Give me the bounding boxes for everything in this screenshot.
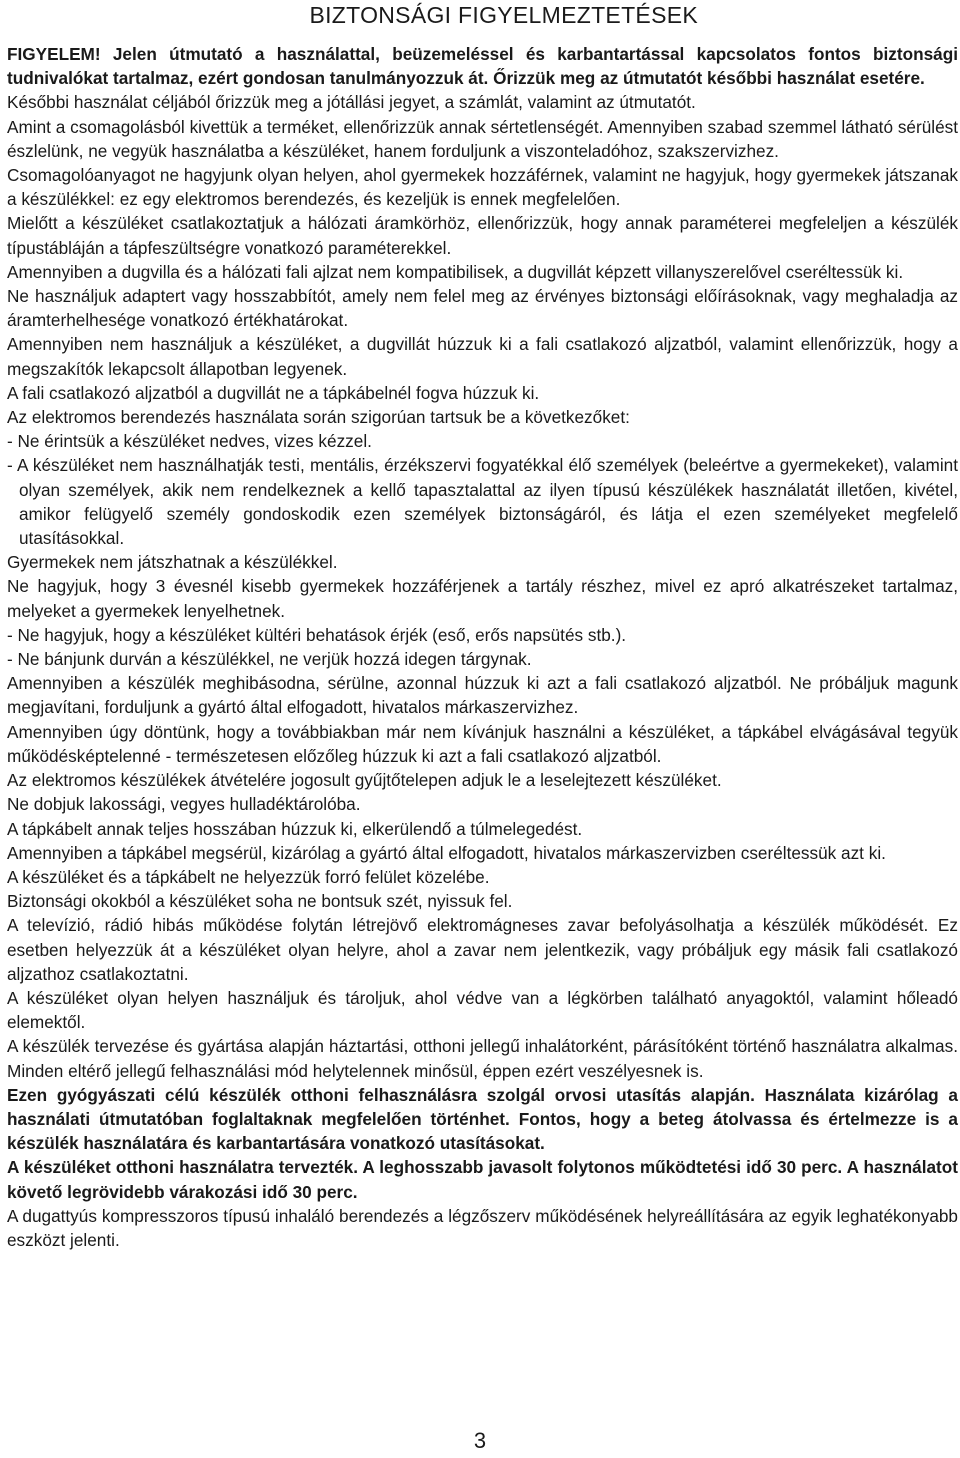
paragraph: A fali csatlakozó aljzatból a dugvillát ne a tápkábelnél fogva húzzuk ki. — [7, 382, 540, 403]
paragraph: Ne dobjuk lakossági, vegyes hulladéktárolóba. — [7, 794, 361, 815]
paragraph: Amennyiben a tápkábel megsérül, kizárólag a gyártó által elfogadott, hivatalos márkaszervizben cseréltessük azt ki. — [7, 842, 886, 863]
paragraph: Amennyiben úgy döntünk, hogy a továbbiakban már nem kívánjuk használni a készüléket, a tápkábel elvágásával tegyük működésképtelenné - természetesen előzőleg húzzuk ki azt a fali csatlakozó aljzatból. — [7, 721, 958, 766]
paragraph: - Ne érintsük a készüléket nedves, vizes kézzel. — [7, 431, 372, 452]
paragraph: Amint a csomagolásból kivettük a terméket, ellenőrizzük annak sértetlenségét. Amennyiben szabad szemmel látható sérülést észlelünk, ne vegyük használatba a készüléket, hanem forduljunk a viszonteladóhoz, szakszervizhez. — [7, 116, 958, 161]
paragraph: Amennyiben a dugvilla és a hálózati fali ajlzat nem kompatibilisek, a dugvillát képzett villanyszerelővel cseréltessük ki. — [7, 261, 904, 282]
page-title: BIZTONSÁGI FIGYELMEZTETÉSEK — [309, 2, 698, 28]
paragraph: Gyermekek nem játszhatnak a készülékkel. — [7, 552, 338, 573]
paragraph: Csomagolóanyagot ne hagyjunk olyan helyen, ahol gyermekek hozzáférnek, valamint ne hagyjuk, hogy gyermekek játszanak a készülékkel: ez egy elektromos berendezés, és kezeljük is ennek megfelelően. — [7, 165, 958, 210]
page-number: 3 — [473, 1428, 487, 1453]
paragraph: - Ne hagyjuk, hogy a készüléket kültéri behatások érjék (eső, erős napsütés stb.). — [7, 624, 627, 645]
paragraph: Ezen gyógyászati célú készülék otthoni felhasználásra szolgál orvosi utasítás alapján. Használata kizárólag a használati útmutatóban foglaltaknak megfelelően történhet. Fontos, hogy a beteg átolvassa és értelmezze is a készülék használatára és karbantartására vonatkozó utasításokat. — [7, 1084, 958, 1154]
paragraph: Amennyiben nem használjuk a készüléket, a dugvillát húzzuk ki a fali csatlakozó aljzatból, valamint ellenőrizzük, hogy a megszakítók lekapcsolt állapotban legyenek. — [7, 334, 958, 379]
paragraph: A készüléket olyan helyen használjuk és tároljuk, ahol védve van a légkörben található anyagoktól, valamint hőleadó elemektől. — [7, 987, 958, 1033]
paragraph: Későbbi használat céljából őrizzük meg a jótállási jegyet, a számlát, valamint az útmutatót. — [7, 92, 696, 113]
paragraph: - A készüléket nem használhatják testi, mentális, érzékszervi fogyatékkal élő személyek (beleértve a gyermekeket), valamint olyan személyek, akik nem rendelkeznek a kellő tapasztalattal az ilyen típusú készülékek használatát illetően, kivétel, amikor felügyelő személy gondoskodik ezen személyek biztonságáról, és látja el ezen személyeket megfelelő utasításokkal. — [7, 455, 958, 549]
paragraph: A televízió, rádió hibás működése folytán létrejövő elektromágneses zavar befolyásolhatja a készülék működését. Ez esetben helyezzük át a készüléket olyan helyre, ahol a zavar nem jelentkezik, vagy próbáljuk egy másik fali csatlakozó aljzathoz csatlakoztatni. — [7, 915, 958, 984]
paragraph: Az elektromos készülékek átvételére jogosult gyűjtőtelepen adjuk le a leselejtezett készüléket. — [7, 770, 722, 791]
paragraph: Mielőtt a készüléket csatlakoztatjuk a hálózati áramkörhöz, ellenőrizzük, hogy annak paraméterei megfeleljen a készülék típustábláján a tápfeszültségre vonatkozó paraméterekkel. — [7, 213, 958, 258]
document-body — [7, 42, 958, 1252]
paragraph: A készülék tervezése és gyártása alapján háztartási, otthoni jellegű inhalátorként, párásítóként történő használatra alkalmas. Minden eltérő jellegű felhasználási mód helytelennek minősül, éppen ezért veszélyesnek is. — [7, 1036, 958, 1081]
paragraph: A készüléket és a tápkábelt ne helyezzük forró felület közelébe. — [7, 866, 490, 887]
paragraph: Az elektromos berendezés használata során szigorúan tartsuk be a következőket: — [7, 407, 630, 428]
paragraph: Ne használjuk adaptert vagy hosszabbítót, amely nem felel meg az érvényes biztonsági előírásoknak, vagy meghaladja az áramterhelhesége vonatkozó értékhatárokat. — [7, 286, 958, 331]
paragraph: A dugattyús kompresszoros típusú inhaláló berendezés a légzőszerv működésének helyreállítására az egyik leghatékonyabb eszközt jelenti. — [7, 1205, 958, 1250]
paragraph: Ne hagyjuk, hogy 3 évesnél kisebb gyermekek hozzáférjenek a tartály részhez, mivel ez apró alkatrészeket tartalmaz, melyeket a gyermekek lenyelhetnek. — [7, 576, 958, 621]
paragraph: Amennyiben a készülék meghibásodna, sérülne, azonnal húzzuk ki azt a fali csatlakozó aljzatból. Ne próbáljuk magunk megjavítani, forduljunk a gyártó által elfogadott, hivatalos márkaszervizhez. — [7, 673, 958, 718]
paragraph: Biztonsági okokból a készüléket soha ne bontsuk szét, nyissuk fel. — [7, 891, 513, 912]
paragraph: A készüléket otthoni használatra tervezték. A leghosszabb javasolt folytonos működtetési idő 30 perc. A használatot követő legrövidebb várakozási idő 30 perc. — [7, 1157, 958, 1202]
paragraph: A tápkábelt annak teljes hosszában húzzuk ki, elkerülendő a túlmelegedést. — [7, 818, 583, 839]
paragraph: FIGYELEM! Jelen útmutató a használattal, beüzemeléssel és karbantartással kapcsolatos fontos biztonsági tudnivalókat tartalmaz, ezért gondosan tanulmányozzuk át. Őrizzük meg az útmutatót későbbi használat esetére. — [7, 44, 958, 89]
paragraph: - Ne bánjunk durván a készülékkel, ne verjük hozzá idegen tárgynak. — [7, 649, 532, 670]
